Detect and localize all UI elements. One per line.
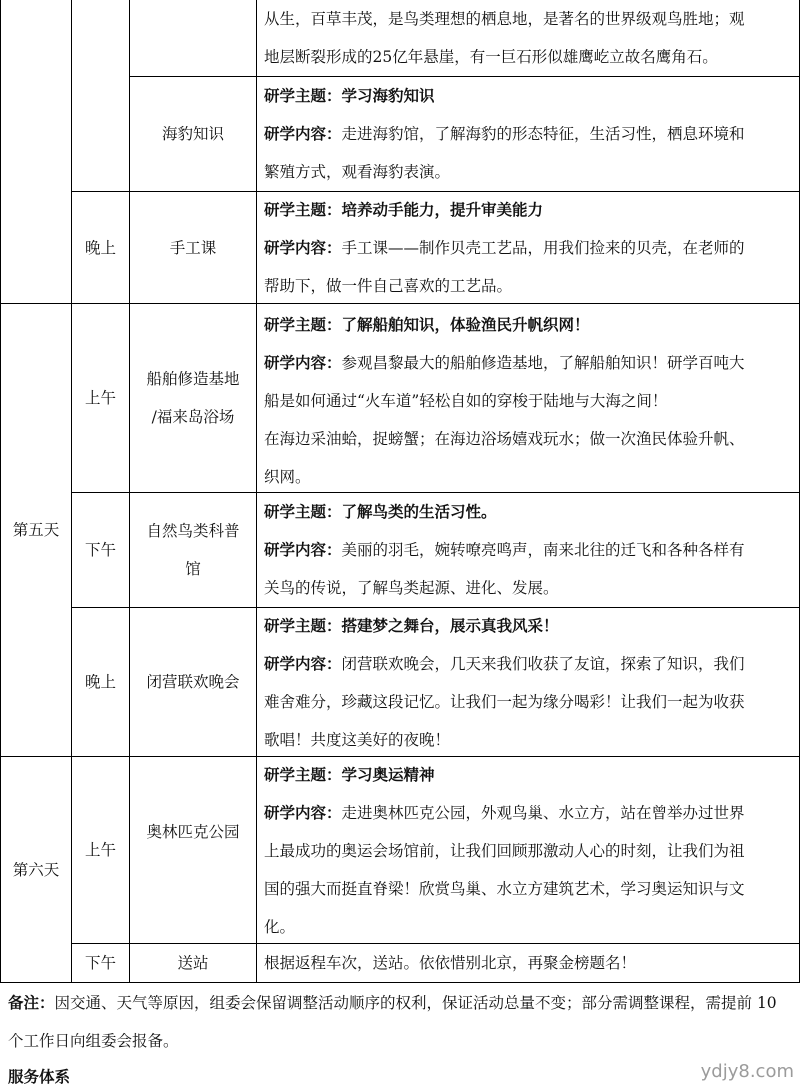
theme-label: 研学主题： <box>264 502 342 521</box>
theme-label: 研学主题： <box>264 765 342 784</box>
content-label: 研学内容： <box>264 803 342 822</box>
theme-label: 研学主题： <box>264 86 342 105</box>
table-row-content <box>264 0 792 76</box>
service-heading: 服务体系 <box>8 1067 71 1086</box>
table-row-content <box>264 607 792 759</box>
row-divider <box>0 982 800 983</box>
note-text: 因交通、天气等原因，组委会保留调整活动顺序的权利，保证活动总量不变；部分需调整课程，需提前 10 个工作日向组委会报备。 <box>8 994 777 1050</box>
content-line: 化。 <box>264 918 296 936</box>
day-cell <box>1 304 71 756</box>
theme-text: 培养动手能力，提升审美能力 <box>341 200 544 219</box>
content-label: 研学内容： <box>264 238 342 257</box>
period-label: 晚上 <box>84 673 116 691</box>
activity-name: 闭营联欢晚会 <box>146 673 240 691</box>
activity-name: 奥林匹克公园 <box>146 823 240 841</box>
period-label: 晚上 <box>84 238 116 257</box>
content-line: 手工课——制作贝壳工艺品，用我们捡来的贝壳，在老师的 <box>341 239 745 257</box>
theme-text: 了解船舶知识，体验渔民升帆织网！ <box>341 315 590 334</box>
content-label: 研学内容： <box>264 124 342 143</box>
content-line: 参观昌黎最大的船舶修造基地，了解船舶知识！研学百吨大 <box>341 354 745 372</box>
note-paragraph <box>8 984 794 1060</box>
content-line: 关鸟的传说，了解鸟类起源、进化、发展。 <box>264 579 559 597</box>
content-line: 走进奥林匹克公园，外观鸟巢、水立方，站在曾举办过世界 <box>341 804 745 822</box>
day-label: 第六天 <box>12 860 60 879</box>
day-label: 第五天 <box>12 521 60 539</box>
activity-cell <box>130 608 256 756</box>
table-row-content <box>264 944 792 982</box>
watermark: ydjy8.com <box>700 1061 794 1082</box>
activity-name: 自然鸟类科普 馆 <box>146 522 240 578</box>
period-cell <box>72 757 129 943</box>
period-cell <box>72 493 129 607</box>
activity-name: 送站 <box>177 954 209 972</box>
activity-name: 船舶修造基地 /福来岛浴场 <box>146 370 240 426</box>
content-label: 研学内容： <box>264 353 342 372</box>
content-label: 研学内容： <box>264 654 342 673</box>
theme-text: 学习海豹知识 <box>341 86 435 105</box>
theme-label: 研学主题： <box>264 200 342 219</box>
activity-cell <box>130 304 256 492</box>
content-line: 上最成功的奥运会场馆前，让我们回顾那激动人心的时刻，让我们为祖 <box>264 842 745 860</box>
content-line: 根据返程车次，送站。依依惜别北京，再聚金榜题名！ <box>264 954 637 972</box>
content-line: 从生，百草丰茂，是鸟类理想的栖息地，是著名的世界级观鸟胜地；观 <box>264 10 745 28</box>
theme-text: 学习奥运精神 <box>341 765 435 784</box>
column-divider <box>256 0 257 982</box>
content-line: 帮助下，做一件自己喜欢的工艺品。 <box>264 277 513 295</box>
content-line: 美丽的羽毛，婉转嘹亮鸣声，南来北往的迁飞和各种各样有 <box>341 541 745 559</box>
period-cell <box>72 304 129 492</box>
theme-text: 搭建梦之舞台，展示真我风采！ <box>341 616 559 635</box>
content-line: 走进海豹馆，了解海豹的形态特征，生活习性，栖息环境和 <box>341 125 745 143</box>
period-cell <box>72 608 129 756</box>
content-line: 地层断裂形成的25亿年悬崖，有一巨石形似雄鹰屹立故名鹰角石。 <box>264 48 718 66</box>
content-line: 闭营联欢晚会，几天来我们收获了友谊，探索了知识，我们 <box>341 655 745 673</box>
content-line: 繁殖方式，观看海豹表演。 <box>264 163 451 181</box>
period-cell <box>72 192 129 303</box>
activity-cell <box>130 192 256 303</box>
period-label: 下午 <box>84 541 116 559</box>
theme-label: 研学主题： <box>264 616 342 635</box>
content-line: 歌唱！共度这美好的夜晚！ <box>264 731 451 749</box>
theme-text: 了解鸟类的生活习性。 <box>341 502 497 521</box>
table-row-content <box>264 756 792 946</box>
activity-cell <box>130 757 256 907</box>
table-row-content <box>264 493 792 607</box>
activity-cell <box>130 77 256 191</box>
table-row-content <box>264 77 792 191</box>
activity-name: 海豹知识 <box>161 125 224 143</box>
period-label: 上午 <box>84 841 116 859</box>
theme-label: 研学主题： <box>264 315 342 334</box>
content-line: 船是如何通过“火车道”轻松自如的穿梭于陆地与大海之间！ <box>264 392 668 410</box>
period-cell <box>72 944 129 982</box>
period-label: 上午 <box>84 389 116 407</box>
note-label: 备注： <box>8 993 55 1012</box>
content-line: 国的强大而挺直脊梁！欣赏鸟巢、水立方建筑艺术，学习奥运知识与文 <box>264 880 745 898</box>
table-row-content <box>264 306 792 496</box>
activity-cell <box>130 493 256 607</box>
activity-name: 手工课 <box>169 238 217 257</box>
period-label: 下午 <box>84 954 116 972</box>
table-row-content <box>264 191 792 305</box>
content-line: 难舍难分，珍藏这段记忆。让我们一起为缘分喝彩！让我们一起为收获 <box>264 693 745 711</box>
activity-cell <box>130 944 256 982</box>
day-cell <box>1 757 71 982</box>
content-line: 在海边采油蛤，捉螃蟹；在海边浴场嬉戏玩水；做一次渔民体验升帆、 <box>264 430 745 448</box>
content-label: 研学内容： <box>264 540 342 559</box>
content-line: 织网。 <box>264 468 311 486</box>
